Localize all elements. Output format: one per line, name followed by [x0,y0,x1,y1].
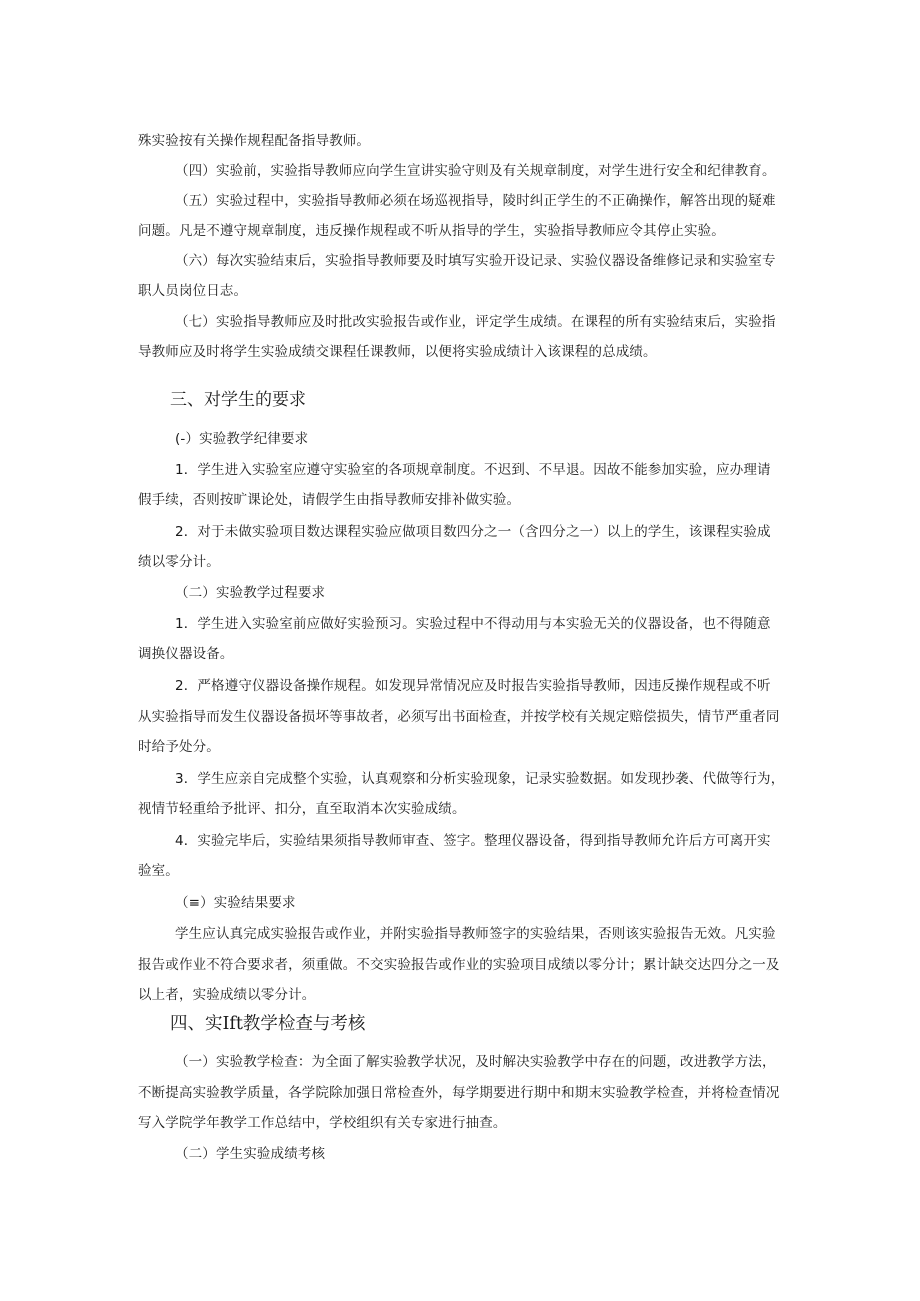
text-line: 从实验指导而发生仪器设备损坏等事故者，必须写出书面检查，并按学校有关规定赔偿损失，情节严重者同 [138,709,780,725]
text-line: 视情节轻重给予批评、扣分，直至取消本次实验成绩。 [138,801,466,817]
text-line: 职人员岗位日志。 [138,283,248,299]
text-line: 假手续，否则按旷课论处，请假学生由指导教师安排补做实验。 [138,492,521,508]
text-line: 写入学院学年教学工作总结中，学校组织有关专家进行抽查。 [138,1115,507,1131]
text-line: （一）实验教学检查：为全面了解实验教学状况，及时解决实验教学中存在的问题，改进教学方法， [175,1054,776,1070]
text-line: 调换仪器设备。 [138,646,234,662]
text-line: 绩以零分计。 [138,554,220,570]
text-line: （四）实验前，实验指导教师应向学生宣讲实验守则及有关规章制度，对学生进行安全和纪律教育。 [175,163,776,179]
text-line: 验室。 [138,863,179,879]
text-line: （六）每次实验结束后，实验指导教师要及时填写实验开设记录、实验仪器设备维修记录和实验室专 [175,253,776,269]
text-line: 以上者，实验成绩以零分计。 [138,987,316,1003]
text-line: 时给予处分。 [138,739,220,755]
text-line: 殊实验按有关操作规程配备指导教师。 [138,133,371,149]
text-line: 报告或作业不符合要求者，须重做。不交实验报告或作业的实验项目成绩以零分计；累计缺交达四分之一及 [138,957,780,973]
text-line: 2．对于未做实验项目数达课程实验应做项目数四分之一（含四分之一）以上的学生，该课程实验成 [175,524,771,540]
text-line: 问题。凡是不遵守规章制度，违反操作规程或不听从指导的学生，实验指导教师应令其停止实验。 [138,223,725,239]
subsection-heading: (-）实验教学纪律要求 [175,431,309,447]
subsection-heading: （二）实验教学过程要求 [175,585,326,601]
text-line: 导教师应及时将学生实验成绩交课程任课教师，以便将实验成绩计入该课程的总成绩。 [138,344,657,360]
subsection-heading: （≡）实验结果要求 [175,895,296,911]
text-line: 3．学生应亲自完成整个实验，认真观察和分析实验现象，记录实验数据。如发现抄袭、代做等行为， [175,771,785,787]
text-line: 不断提高实验教学质量，各学院除加强日常检查外，每学期要进行期中和期末实验教学检查，并将检查情况 [138,1085,780,1101]
text-line: 4．实验完毕后，实验结果须指导教师审查、签字。整理仪器设备，得到指导教师允许后方可离开实 [175,833,771,849]
section-heading: 三、对学生的要求 [170,390,306,410]
text-line: 2．严格遵守仪器设备操作规程。如发现异常情况应及时报告实验指导教师，因违反操作规程或不听 [175,678,771,694]
subsection-heading: （二）学生实验成绩考核 [175,1146,326,1162]
section-heading: 四、实Ift教学检查与考核 [170,1014,366,1034]
text-line: （五）实验过程中，实验指导教师必须在场巡视指导，陵时纠正学生的不正确操作，解答出现的疑难 [175,193,776,209]
text-line: 1．学生进入实验室前应做好实验预习。实验过程中不得动用与本实验无关的仪器设备，也不得随意 [175,616,771,632]
text-line: 学生应认真完成实验报告或作业，并附实验指导教师签字的实验结果，否则该实验报告无效。凡实验 [175,926,776,942]
text-line: （七）实验指导教师应及时批改实验报告或作业，评定学生成绩。在课程的所有实验结束后，实验指 [175,314,776,330]
text-line: 1．学生进入实验室应遵守实验室的各项规章制度。不迟到、不早退。因故不能参加实验，应办理请 [175,462,771,478]
